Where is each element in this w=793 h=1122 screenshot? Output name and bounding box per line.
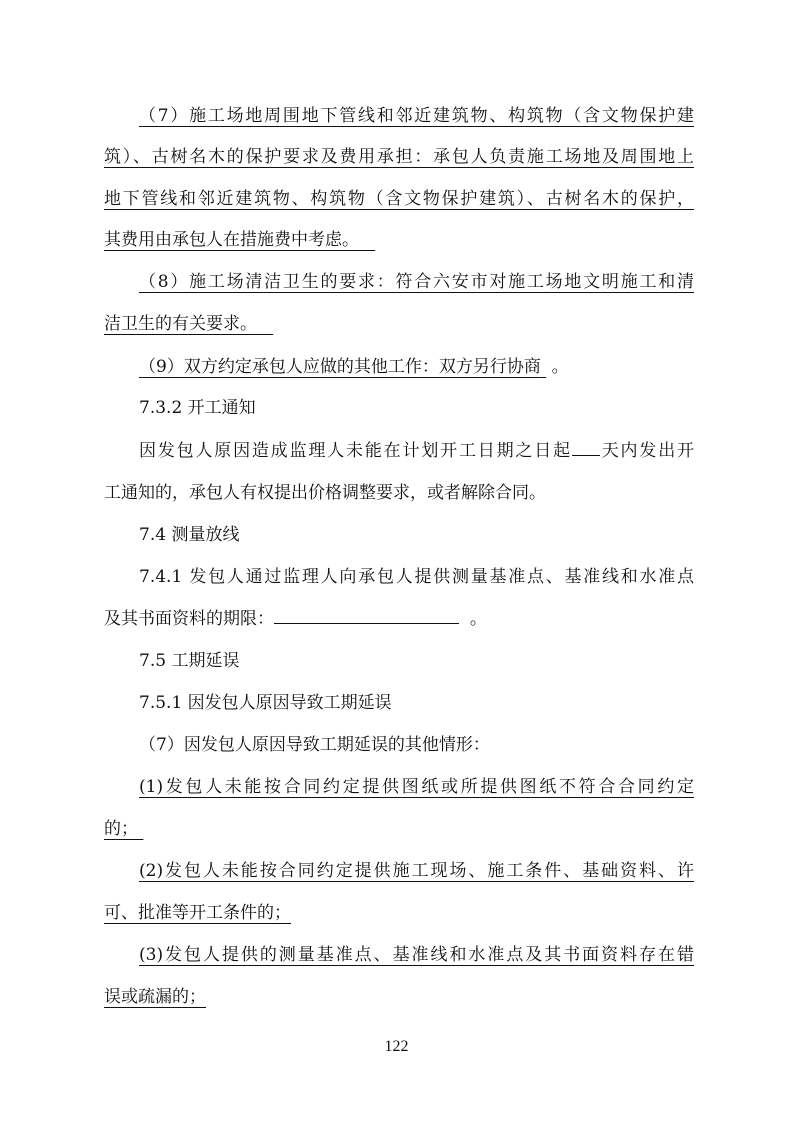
item-1-line-1 xyxy=(104,772,694,802)
item-1-line-2 xyxy=(104,814,694,844)
section-7-5-1-heading-text: 7.5.1 因发包人原因导致工期延误 xyxy=(139,693,392,713)
item-2-text-1: (2)发包人未能按合同约定提供施工现场、施工条件、基础资料、许 xyxy=(139,861,694,881)
section-7-4-heading xyxy=(104,520,694,550)
section-7-3-2-text-1b: 天内发出开 xyxy=(599,441,694,461)
item-3-text-1: (3)发包人提供的测量基准点、基准线和水准点及其书面资料存在错 xyxy=(139,945,694,965)
para-9-text: （9）双方约定承包人应做的其他工作：双方另行协商 xyxy=(139,357,541,377)
para-8-text-2: 洁卫生的有关要求。 xyxy=(104,314,257,334)
section-7-4-heading-text: 7.4 测量放线 xyxy=(139,525,240,545)
item-7-text: （7）因发包人原因导致工期延误的其他情形： xyxy=(139,735,490,755)
underline-filler xyxy=(257,314,273,334)
section-7-3-2-heading xyxy=(104,393,694,423)
section-7-3-2-text-1a: 因发包人原因造成监理人未能在计划开工日期之日起 xyxy=(139,441,572,461)
item-7-line xyxy=(104,730,694,760)
para-7-line-1 xyxy=(104,101,694,131)
section-7-4-1-period: 。 xyxy=(469,609,487,629)
section-7-4-1-line-1 xyxy=(104,562,694,592)
para-7-text-1: （7）施工场地周围地下管线和邻近建筑物、构筑物（含文物保护建 xyxy=(139,106,694,126)
para-7-line-2 xyxy=(104,142,694,172)
section-7-3-2-line-2 xyxy=(104,478,694,508)
underline-filler xyxy=(138,819,143,839)
item-2-line-1 xyxy=(104,856,694,886)
item-3-text-2: 误或疏漏的； xyxy=(104,987,206,1007)
section-7-3-2-heading-text: 7.3.2 开工通知 xyxy=(139,398,256,418)
para-7-text-4: 其费用由承包人在措施费中考虑。 xyxy=(104,230,359,250)
section-7-3-2-line-1 xyxy=(104,436,694,466)
para-7-line-4 xyxy=(104,225,694,255)
section-7-4-1-text-2: 及其书面资料的期限： xyxy=(104,609,274,629)
section-7-4-1-line-2 xyxy=(104,604,694,634)
section-7-3-2-text-2: 工通知的，承包人有权提出价格调整要求，或者解除合同。 xyxy=(104,483,546,503)
page-number: 122 xyxy=(384,1038,409,1055)
para-7-line-3 xyxy=(104,184,694,214)
para-8-text-1: （8）施工场清洁卫生的要求：符合六安市对施工场地文明施工和清 xyxy=(139,272,694,292)
item-2-text-2: 可、批准等开工条件的； xyxy=(104,903,291,923)
section-7-5-1-heading xyxy=(104,688,694,718)
section-7-5-heading-text: 7.5 工期延误 xyxy=(139,651,240,671)
section-7-5-heading xyxy=(104,646,694,676)
item-1-text-1: (1)发包人未能按合同约定提供图纸或所提供图纸不符合合同约定 xyxy=(139,777,694,797)
para-9-period: 。 xyxy=(551,357,569,377)
para-7-text-2: 筑）、古树名木的保护要求及费用承担：承包人负责施工场地及周围地上 xyxy=(104,147,694,167)
days-blank xyxy=(572,436,600,456)
underline-filler xyxy=(359,230,375,250)
underline-filler xyxy=(541,357,546,377)
para-7-text-3: 地下管线和邻近建筑物、构筑物（含文物保护建筑）、古树名木的保护， xyxy=(104,189,694,209)
para-9-line xyxy=(104,352,694,382)
section-7-4-1-text-1: 7.4.1 发包人通过监理人向承包人提供测量基准点、基准线和水准点 xyxy=(139,567,694,587)
item-3-line-1 xyxy=(104,940,694,970)
deadline-blank xyxy=(274,604,459,624)
item-2-line-2 xyxy=(104,898,694,928)
para-8-line-1 xyxy=(104,267,694,297)
item-3-line-2 xyxy=(104,982,694,1012)
para-8-line-2 xyxy=(104,309,694,339)
item-1-text-2: 的； xyxy=(104,819,138,839)
